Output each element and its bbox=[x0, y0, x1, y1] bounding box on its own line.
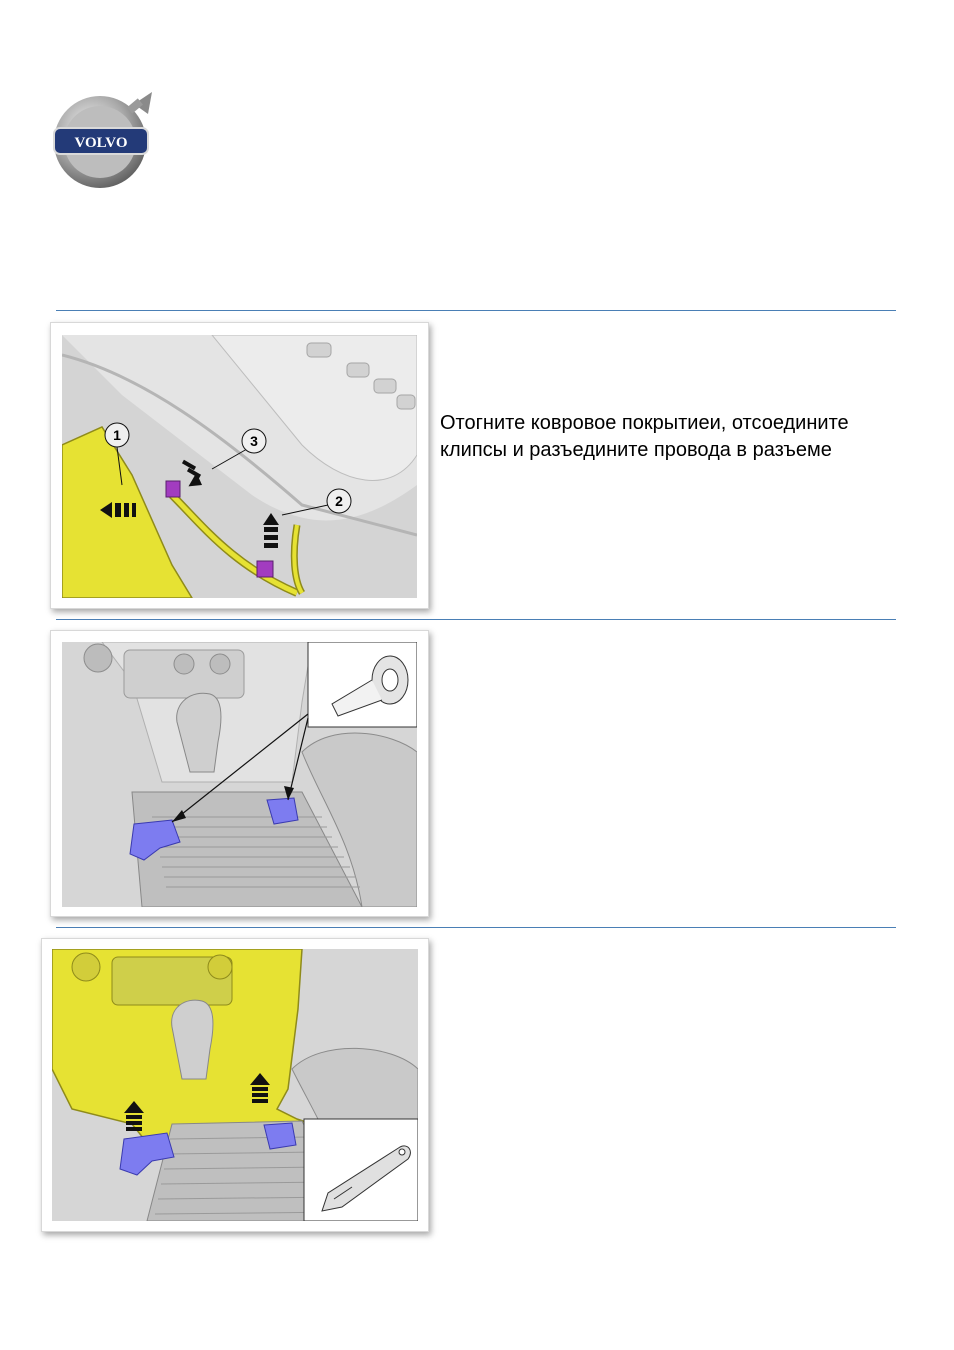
section-divider bbox=[56, 619, 896, 620]
step-2-illustration bbox=[50, 630, 429, 917]
callout-1: 1 bbox=[113, 427, 121, 443]
section-divider bbox=[56, 927, 896, 928]
callout-3: 3 bbox=[250, 433, 258, 449]
step-1-illustration bbox=[50, 322, 429, 609]
volvo-logo-text: VOLVO bbox=[74, 135, 128, 151]
step-1-instruction: Отогните ковровое покрытиеи, отсоедините клипсы и разъедините провода в разъеме bbox=[440, 412, 849, 461]
connector-purple bbox=[257, 561, 273, 577]
section-divider bbox=[56, 310, 896, 311]
connector-purple bbox=[166, 481, 180, 497]
callout-2: 2 bbox=[335, 493, 343, 509]
step-3-illustration bbox=[41, 938, 429, 1232]
volvo-logo bbox=[48, 84, 160, 196]
tape-piece bbox=[264, 1123, 296, 1149]
